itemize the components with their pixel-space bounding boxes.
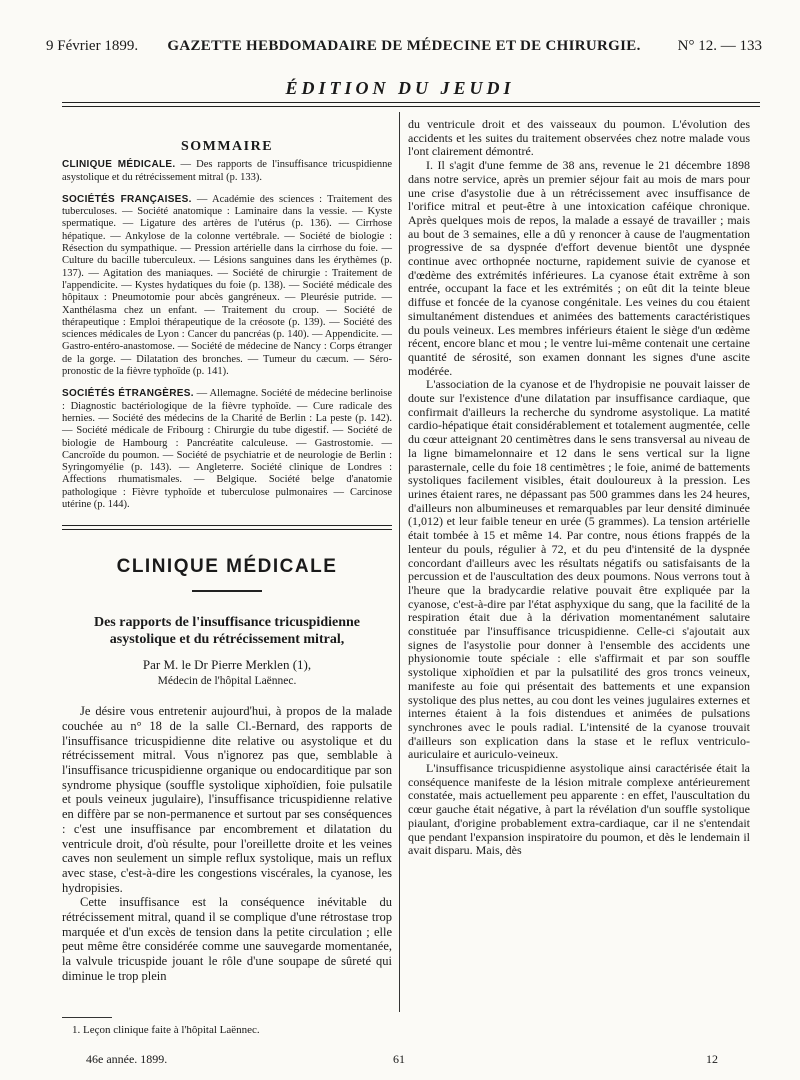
header-date: 9 Février 1899. [46,38,139,54]
footer-year: 46e année. 1899. [86,1052,168,1066]
issue-number: N° 12. — 133 [677,38,762,54]
column-divider [399,112,400,1012]
sommaire-section-heading: SOCIÉTÉS FRANÇAISES. [62,193,192,205]
author-affiliation: Médecin de l'hôpital Laënnec. [157,674,297,687]
footnote-rule [62,1017,112,1018]
article-paragraph: L'insuffisance tricuspidienne asystolique ainsi caractérisée était la conséquence manifeste de la lésion mitrale complexe antérieurement constatée, mais actuellement peu apparente : en effet, l'auscultation du cœur gauche était négative, à part la révélation d'un souffle systolique piaulant, d'origine probablement extra-cardiaque, car il ne s'entendait que pendant l'expansion inspiratoire du poumon, et dès le lendemain il avait disparu. Mais, dès [408,761,750,858]
footer-signature: 12 [706,1052,718,1066]
sommaire-section-heading: SOCIÉTÉS ÉTRANGÈRES. [62,388,194,400]
header-rule-top [62,102,760,103]
sommaire-section [62,159,392,184]
journal-title: GAZETTE HEBDOMADAIRE DE MÉDECINE ET DE CHIRURGIE. [167,38,641,54]
article-title: Des rapports de l'insuffisance tricuspidienne asystolique et du rétrécissement mitral, [93,614,360,647]
sommaire-section-text: — Allemagne. Société de médecine berlinoise : Diagnostic bactériologique de la fièvre typhoïde. — Cure radicale des hernies. — Société des médecins de la Charité de Berlin : La peste (p. 142). — Société médicale de Fribourg : Chirurgie du tube digestif. — Société de biologie de Hambourg : Pancréatite calculeuse. — Gastrostomie. — Cancroïde du poumon. — Société de psychiatrie et de neurologie de Berlin : Syringomyélie (p. 143). — Angleterre. Société clinique de Londres : Affections rhumatismales. — Belgique. Société belge d'anatomie pathologique : Fièvre typhoïde et tuberculose pulmonaires — Carcinose utérine (p. 144). [62,388,393,511]
left-column [62,118,392,984]
section-title: CLINIQUE MÉDICALE [116,556,338,578]
title-rule [192,590,262,592]
footnote: 1. Leçon clinique faite à l'hôpital Laënnec. [72,1024,260,1036]
sommaire-section-text: — Des rapports de l'insuffisance tricuspidienne asystolique et du rétrécissement mitral (p. 133). [62,159,392,183]
page-header [46,38,762,64]
article-paragraph: L'association de la cyanose et de l'hydropisie ne pouvait laisser de doute sur l'existence d'une dilatation par insuffisance cardiaque, que confirmait d'ailleurs la recherche du syndrome asystolique. La matité cardio-hépatique était considérablement et totalement augmentée, celle du cœur atteignant 20 centimètres dans le sens transversal au niveau de la ligne bimamelonnaire et 12 dans le sens vertical sur la ligne parasternale, celle du foie 18 centimètres ; le foie, animé de battements systoliques facilement visibles, était douloureux à la pression. Les urines étaient rares, ne dépassant pas 500 grammes dans les 24 heures, d'ailleurs non albumineuses et remarquables par leur densité diminuée (1,012) et leur faible teneur en urée (5 grammes). La tension artérielle était tombée à 15 et même 14. Par contre, nous étions frappés de la lenteur du pouls, régulier à 72, et du peu d'intensité de la dyspnée concordant d'ailleurs avec les résultats négatifs ou satisfaisants de la percussion et de l'auscultation des deux poumons. Nous verrons tout à l'heure que la bradycardie relative pouvait être expliquée par la cyanose, c'est-à-dire par l'état asphyxique du sang, que la facilité de la respiration était due à la dérivation momentanément salutaire constituée par l'insuffisance tricuspidienne. Celle-ci s'ajoutait aux signes de l'asystolie pour donner à l'ensemble des accidents une physionomie toute spéciale : elle s'affirmait et par son souffle systolique xiphoïdien et par la pulsatilité des gros troncs veineux, manifeste au foie qui présentait des battements et une expansion systolique des plus nettes, au cou dont les veines jugulaires externes et internes étaient à la fois distendues et animées de pulsations synchrones avec le pouls radial. L'intensité de la cyanose trouvait d'ailleurs son explication dans la stase et le reflux ventriculo-auriculaire et auriculo-veineux. [408,377,750,762]
sommaire-title: SOMMAIRE [180,139,274,154]
sommaire-section [62,194,392,378]
article-byline: Par M. le Dr Pierre Merklen (1), [142,656,312,672]
article-paragraph: I. Il s'agit d'une femme de 38 ans, revenue le 21 décembre 1898 dans notre service, après un premier séjour fait au mois de mars pour une crise d'asystolie due à un rétrécissement avec insuffisance de l'orifice mitral et peut-être à une intoxication caféique chronique. Après quelques mois de repos, la malade a essayé de travailler ; mais au bout de 3 semaines, elle a dû y renoncer à cause de l'augmentation progressive de sa dyspnée d'effort devenue bientôt une dyspnée continue avec orthopnée nocturne, rapidement suivie de cyanose et d'œdème des extrémités inférieures. La cyanose était extrême à son entrée, occupant la face et les extrémités ; on eût dit la teinte bleue diffuse et foncée de la cyanose congénitale. Les veines du cou étaient simultanément distendues et animées des battements caractéristiques du pouls veineux. Les membres inférieurs étaient le siège d'un œdème récent, encore blanc et mou ; le ventre lui-même contenait une certaine quantité de sérosité, son examen donnant les signes d'une ascite modérée. [408,158,750,378]
sommaire-section-text: — Académie des sciences : Traitement des tuberculoses. — Société anatomique : Laminaire dans la vessie. — Kyste spermatique. — Ligature des artères de l'utérus (p. 136). — Cirrhose hépatique. — Ankylose de la colonne vertébrale. — Société de biologie : Résection du sympathique. — Pression artérielle dans la cirrhose du foie. — Culture du bacille tuberculeux. — Lésions sanguines dans les érythèmes (p. 137). — Agitation des maniaques. — Société de chirurgie : Traitement de l'appendicite. — Kystes hydatiques du foie (p. 138). — Société médicale des hôpitaux : Pneumotomie pour abcès gangréneux. — Pleurésie putride. — Xanthélasma chez un enfant. — Traitement du croup. — Société de thérapeutique : Emploi thérapeutique de la créosote (p. 139). — Société des sciences médicales de Lyon : Cancer du pancréas (p. 140). — Appendicite. — Gastro-entéro-anastomose. — Société de médecine de Nancy : Corps étranger de la gorge. — Dilatation des bronches. — Tumeur du cæcum. — Séro-pronostic de la fièvre typhoïde (p. 141). [62,193,392,378]
article-paragraph: Cette insuffisance est la conséquence inévitable du rétrécissement mitral, quand il se complique d'une rétrostase trop marquée et d'un excès de tension dans la petite circulation ; elle peut même être considérée comme une sauvegarde momentanée, la valvule tricuspide jouant le rôle d'une soupape de sûreté qui diminue le trop plein [62,895,392,983]
article-paragraph: du ventricule droit et des vaisseaux du poumon. L'évolution des accidents et les suites du traitement observées chez notre malade vous l'ont clairement démontré. [408,117,750,159]
edition-title: ÉDITION DU JEUDI [285,78,515,98]
header-rule-bottom [62,106,760,107]
sommaire-section [62,388,392,511]
section-divider [62,525,392,530]
right-column [408,118,750,858]
article-paragraph: Je désire vous entretenir aujourd'hui, à propos de la malade couchée au n° 18 de la salle Cl.-Bernard, des rapports de l'insuffisance tricuspidienne dite relative ou asystolique et du rétrécissement mitral. Vous n'ignorez pas que, semblable à l'insuffisance tricuspidienne organique ou endocarditique par son syndrome physique (souffle systolique xiphoïdien, foie pulsatile et pouls veineux jugulaire), l'insuffisance tricuspidienne relative en diffère par se non-permanence et surtout par ses conséquences : c'est une insuffisance par encombrement et dilatation du ventricule droit, d'où résulte, pour l'oreillette droite et les veines caves non seulement un simple reflux systolique, mais un reflux avec stase, c'est-à-dire les congestions viscérales, la cyanose, les hydropisies. [62,704,392,895]
footer-page-number: 61 [393,1052,405,1066]
sommaire-section-heading: CLINIQUE MÉDICALE. [62,159,176,171]
